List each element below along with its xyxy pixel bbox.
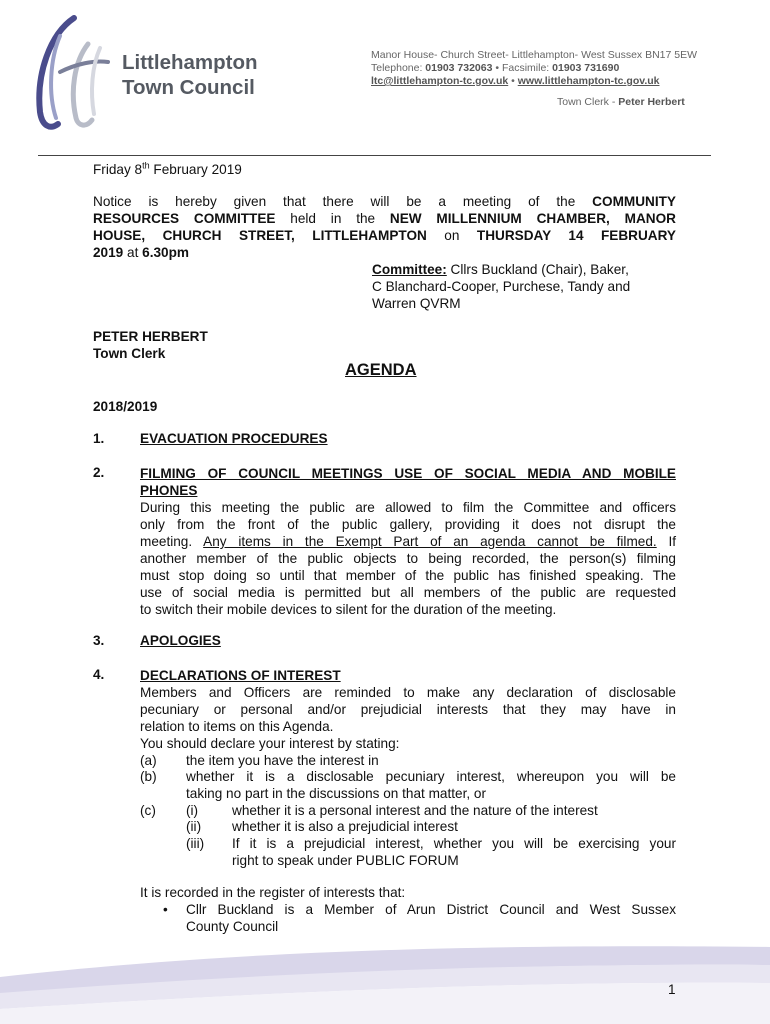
item-1-number: 1. [93, 431, 105, 446]
telephone: 01903 732063 [425, 62, 493, 74]
item-4: DECLARATIONS OF INTEREST Members and Officers are reminded to make any declaration of disclosable pecuniary or personal and/or prejudicial interests that they may have in relation to items on this Agenda. You should declare your interest by stating: [140, 668, 676, 751]
website-link[interactable]: www.littlehampton-tc.gov.uk [517, 75, 660, 87]
web-line: ltc@littlehampton-tc.gov.uk • www.littlehampton-tc.gov.uk [371, 75, 660, 87]
town-clerk-name: Peter Herbert [618, 96, 685, 108]
register-intro: It is recorded in the register of interests that: [140, 885, 406, 900]
contact-block [371, 49, 697, 88]
committee-members: Committee: Cllrs Buckland (Chair), Baker, C Blanchard-Cooper, Purchese, Tandy and Warren QVRM [372, 262, 631, 311]
signatory [93, 328, 208, 362]
agenda-title: AGENDA [345, 361, 417, 379]
header-divider [38, 155, 711, 156]
council-name-line2: Town Council [122, 76, 255, 99]
bullet: • [163, 902, 168, 917]
item-4-number: 4. [93, 667, 105, 682]
item-1-title: EVACUATION PROCEDURES [140, 431, 328, 446]
council-name-line1: Littlehampton [122, 51, 258, 74]
meeting-notice: Notice is hereby given that there will be a meeting of the COMMUNITY RESOURCES COMMITTEE held in the NEW MILLENNIUM CHAMBER, MANOR HOUSE, CHURCH STREET, LITTLEHAMPTON on THURSDAY 14 FEBRUARY 2019 at 6.30pm [93, 194, 676, 260]
address: Manor House- Church Street- Littlehampton- West Sussex BN17 5EW [371, 49, 698, 61]
item-2-title: FILMING OF COUNCIL MEETINGS USE OF SOCIAL MEDIA AND MOBILE [140, 466, 676, 481]
phone-line: Telephone: 01903 732063 • Facsimile: 01903 731690 [371, 62, 620, 74]
register-entry: Cllr Buckland is a Member of Arun District Council and West Sussex County Council [186, 902, 676, 934]
committee-label: Committee: [372, 262, 447, 277]
item-3-number: 3. [93, 633, 105, 648]
item-3-title: APOLOGIES [140, 633, 221, 648]
item-2-number: 2. [93, 465, 105, 480]
item-2: FILMING OF COUNCIL MEETINGS USE OF SOCIAL MEDIA AND MOBILE PHONES During this meeting the public are allowed to film the Committee and officers only from the front of the public gallery, providing it does not disrupt the meeting. Any items in the Exempt Part of an agenda cannot be filmed. If another member of the public objects to being recorded, the person(s) filming must stop doing so until that member of the public has finished speaking. The use of social media is permitted but all members of the public are requested to switch their mobile devices to silent for the duration of the meeting. [140, 466, 676, 617]
email-link[interactable]: ltc@littlehampton-tc.gov.uk [371, 75, 509, 87]
item-4-title: DECLARATIONS OF INTEREST [140, 668, 341, 683]
council-name [122, 50, 258, 100]
letter-date: Friday 8th February 2019 [93, 160, 242, 177]
town-clerk-line: Town Clerk - Peter Herbert [557, 96, 685, 108]
footer-wave-decoration [0, 925, 770, 1024]
facsimile: 01903 731690 [552, 62, 620, 74]
municipal-year: 2018/2019 [93, 399, 158, 414]
council-logo [30, 14, 110, 134]
signatory-name: PETER HERBERT [93, 329, 208, 344]
signatory-title: Town Clerk [93, 346, 166, 361]
page-number: 1 [668, 982, 676, 997]
